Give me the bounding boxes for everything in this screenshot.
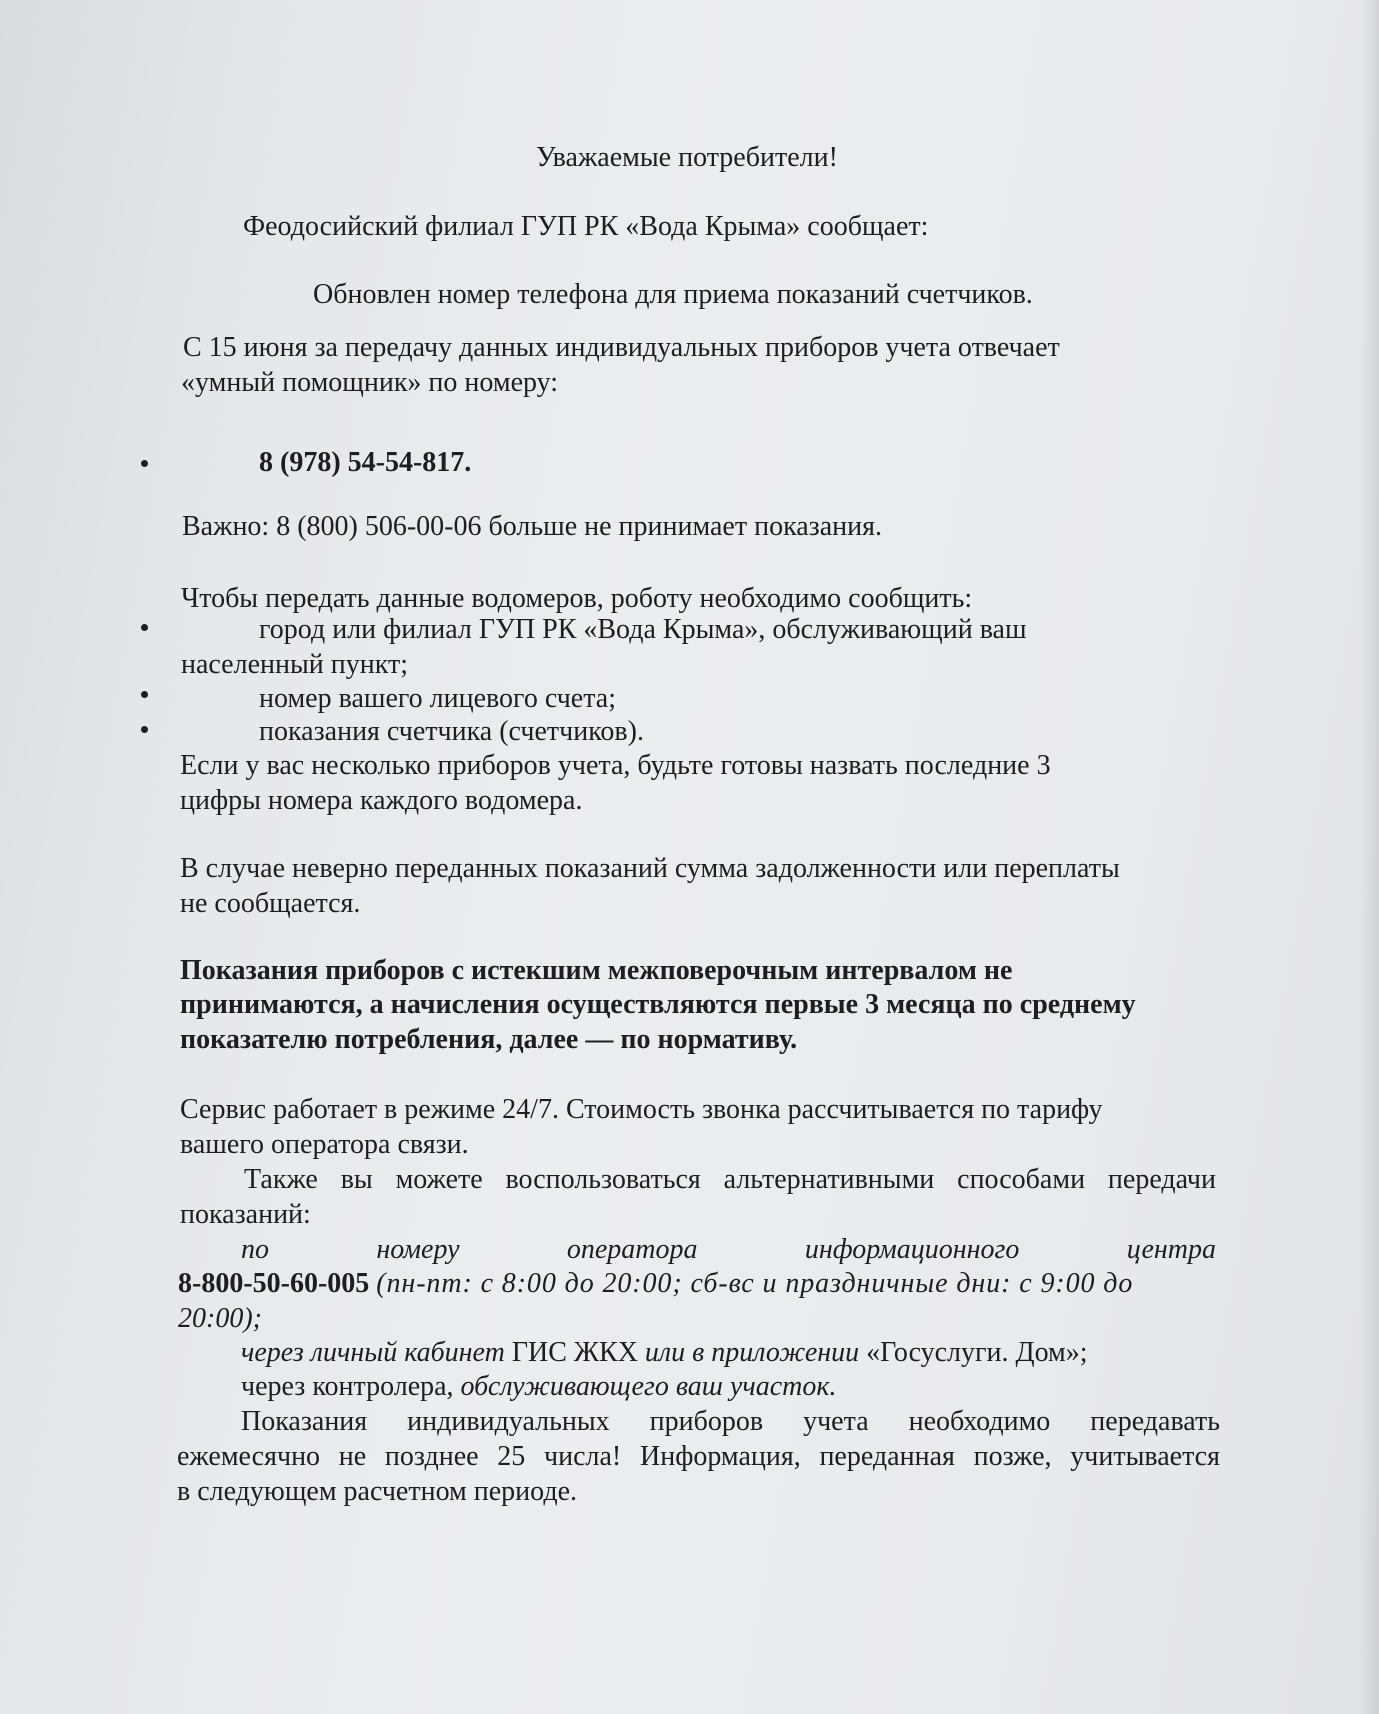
alt-controller-prefix: через контролера,	[241, 1371, 454, 1402]
requirement-item-3: показания счетчика (счетчиков).	[259, 716, 644, 747]
alt-cabinet-app-prefix: или в приложении	[644, 1337, 860, 1368]
phone-bullet	[141, 460, 148, 467]
intro-line-1: С 15 июня за передачу данных индивидуальных приборов учета отвечает	[183, 332, 1060, 363]
alt-call-hours: (пн-пт: с 8:00 до 20:00; сб-вс и праздничные дни: с 9:00 до	[376, 1268, 1134, 1299]
alt-call-number-line	[178, 1267, 1133, 1301]
alt-controller-suffix: обслуживающего ваш участок.	[460, 1371, 837, 1402]
alt-cabinet-prefix: через личный кабинет	[241, 1337, 505, 1368]
requirement-item-1-continued: населенный пункт;	[181, 649, 408, 680]
expired-line-2: принимаются, а начисления осуществляются первые 3 месяца по среднему	[180, 989, 1136, 1020]
requirement-bullet	[141, 691, 148, 698]
alt-controller-line	[241, 1370, 836, 1404]
sender-line: Феодосийский филиал ГУП РК «Вода Крыма» сообщает:	[243, 211, 929, 242]
deadline-line-3: в следующем расчетном периоде.	[177, 1476, 578, 1507]
multi-meter-line-2: цифры номера каждого водомера.	[180, 785, 583, 816]
alt-cabinet-system: ГИС ЖКХ	[511, 1337, 638, 1368]
wrong-data-line-1: В случае неверно переданных показаний сумма задолженности или переплаты	[180, 853, 1120, 884]
requirement-bullet	[141, 726, 148, 733]
wrong-data-line-2: не сообщается.	[180, 888, 361, 919]
requirement-item-2: номер вашего лицевого счета;	[259, 683, 616, 714]
alt-cabinet-app-name: «Госуслуги. Дом»;	[866, 1337, 1088, 1368]
headline: Обновлен номер телефона для приема показаний счетчиков.	[313, 279, 1033, 310]
service-line-2: вашего оператора связи.	[180, 1129, 469, 1160]
greeting-heading: Уважаемые потребители!	[536, 142, 838, 173]
phone-number: 8 (978) 54-54-817.	[259, 447, 472, 478]
service-line-1: Сервис работает в режиме 24/7. Стоимость звонка рассчитывается по тарифу	[180, 1094, 1103, 1125]
expired-line-1: Показания приборов с истекшим межповерочным интервалом не	[180, 955, 1013, 986]
alternatives-line-2: показаний:	[180, 1199, 311, 1230]
requirement-bullet	[141, 624, 148, 631]
important-note: Важно: 8 (800) 506-00-06 больше не принимает показания.	[182, 511, 883, 542]
requirement-item-1: город или филиал ГУП РК «Вода Крыма», обслуживающий ваш	[259, 614, 1027, 645]
alternatives-line-1: Также вы можете воспользоваться альтернативными способами передачи	[244, 1164, 1216, 1195]
alt-call-line: по номеру оператора информационного центра	[241, 1234, 1216, 1265]
instructions-lead: Чтобы передать данные водомеров, роботу необходимо сообщить:	[181, 583, 973, 614]
expired-line-3: показателю потребления, далее — по нормативу.	[180, 1024, 798, 1055]
alt-call-number: 8-800-50-60-005	[178, 1268, 370, 1299]
deadline-line-1: Показания индивидуальных приборов учета необходимо передавать	[241, 1406, 1220, 1437]
multi-meter-line-1: Если у вас несколько приборов учета, будьте готовы назвать последние 3	[180, 750, 1051, 781]
intro-line-2: «умный помощник» по номеру:	[181, 367, 559, 398]
deadline-line-2: ежемесячно не позднее 25 числа! Информация, переданная позже, учитывается	[177, 1441, 1220, 1472]
paper-shadow-edge	[1359, 0, 1379, 1714]
alt-call-hours-end: 20:00);	[178, 1303, 262, 1334]
alt-cabinet-line	[241, 1336, 1088, 1370]
